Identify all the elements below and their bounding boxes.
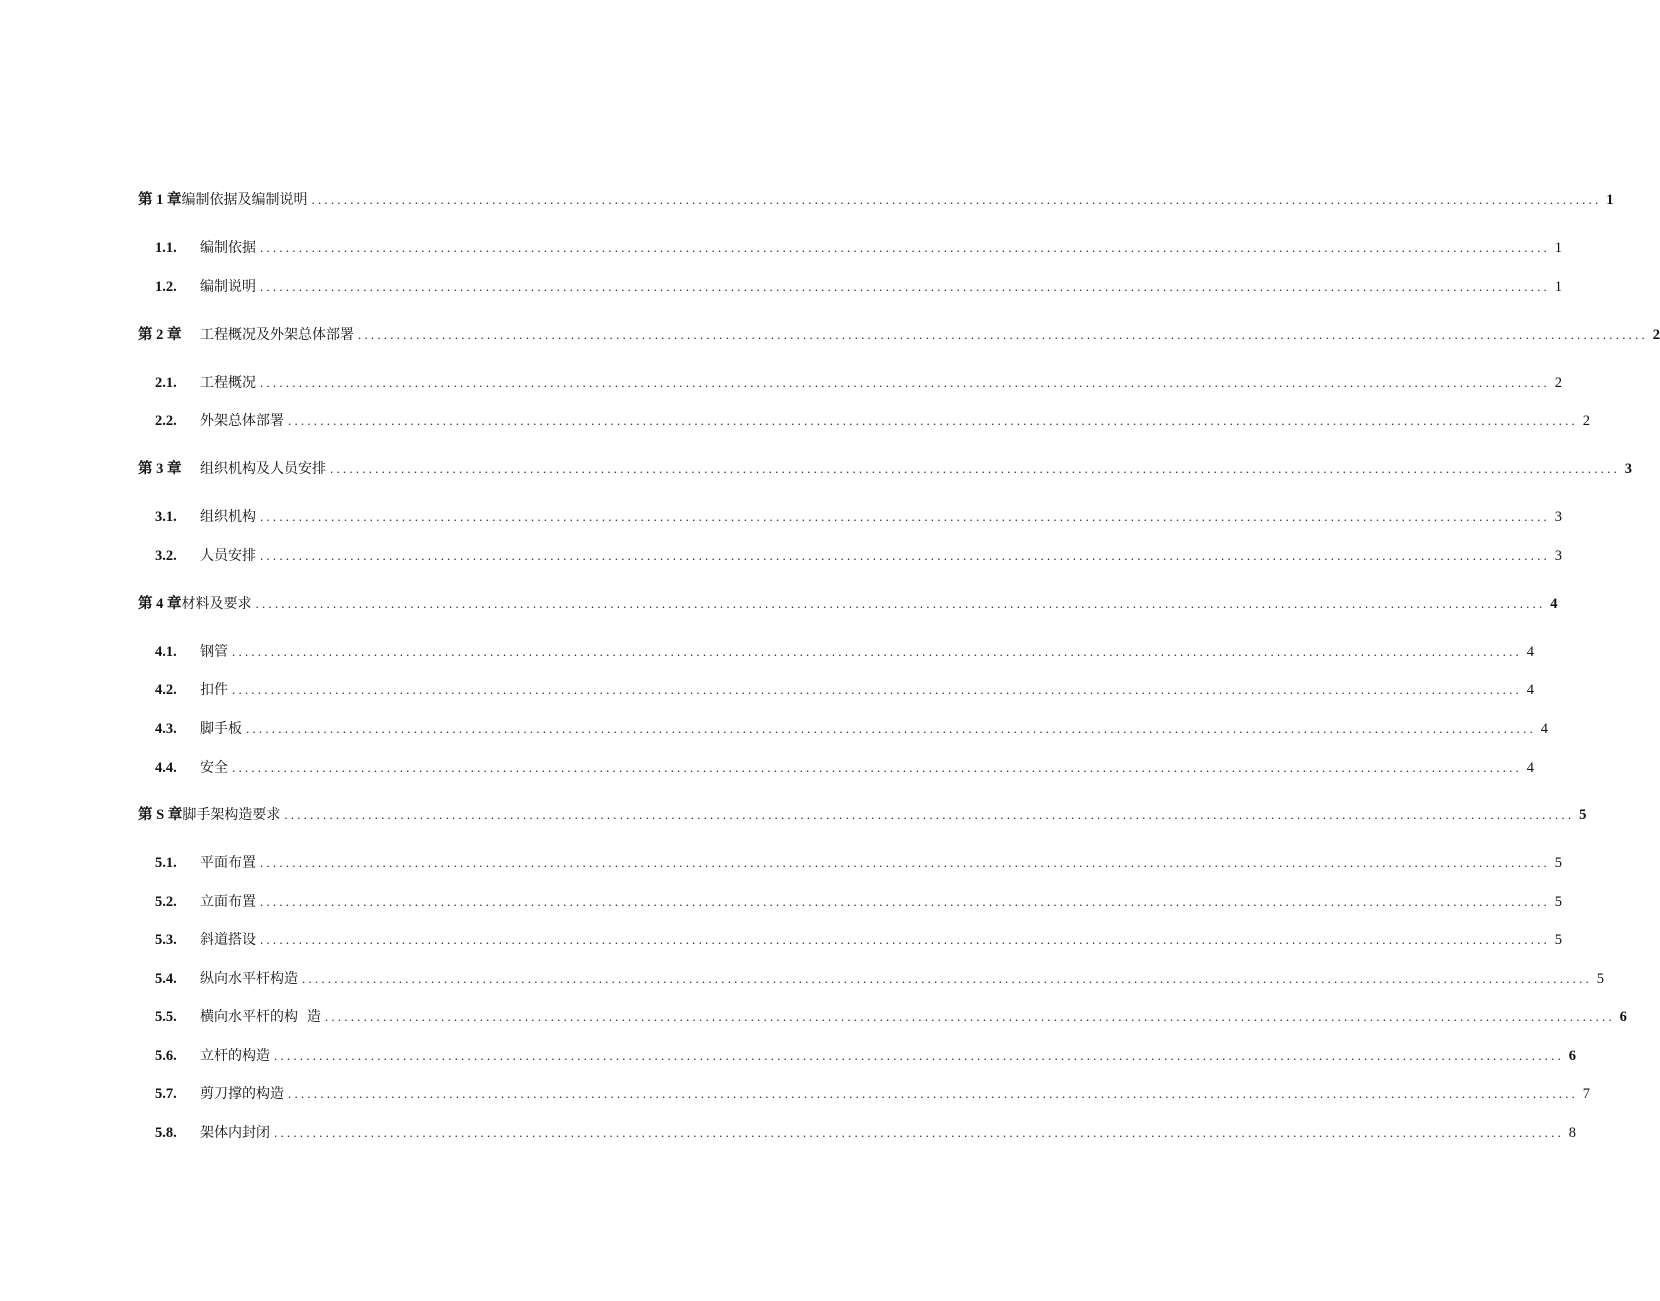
toc-chapter-entry[interactable] [138,457,1632,481]
toc-entry-number: 4.1. [155,644,177,660]
toc-entry-title: 编制说明 [200,279,256,295]
toc-section-entry[interactable] [138,717,1548,741]
toc-page-number: 3 [1554,548,1562,564]
toc-page-number: 4 [1526,682,1534,698]
toc-entry-number: 2.1. [155,375,177,391]
toc-section-entry[interactable] [138,371,1562,395]
toc-leader-dots: ........................................................................................................................................................................................................ [358,327,1648,342]
toc-entry-number: 5.4. [155,971,177,987]
toc-leader-dots: ........................................................................................................................................................................................................ [246,721,1536,736]
toc-page-number: 3 [1624,461,1632,477]
toc-page-number: 1 [1554,279,1562,295]
toc-leader-dots: ........................................................................................................................................................................................................ [232,644,1522,659]
toc-entry-title: 编制依据及编制说明 [181,192,308,208]
toc-entry-number: 第 4 章 [138,596,182,612]
toc-entry-number: 5.6. [155,1048,177,1064]
toc-page-number: 7 [1582,1086,1590,1102]
toc-leader-dots: ........................................................................................................................................................................................................ [260,932,1550,947]
toc-leader-dots: ........................................................................................................................................................................................................ [324,1009,1615,1024]
toc-entry-title: 材料及要求 [181,596,252,612]
toc-leader-dots: ........................................................................................................................................................................................................ [274,1048,1564,1063]
toc-leader-dots: ........................................................................................................................................................................................................ [260,548,1550,563]
toc-entry-number: 3.1. [155,509,177,525]
toc-entry-number: 5.7. [155,1086,177,1102]
toc-section-entry[interactable] [138,505,1562,529]
toc-entry-title: 横向水平杆的构 造 [200,1009,321,1025]
toc-entry-title: 扣件 [200,682,228,698]
toc-entry-title: 斜道搭设 [200,932,256,948]
toc-leader-dots: ........................................................................................................................................................................................................ [260,279,1550,294]
toc-chapter-entry[interactable] [138,592,1558,616]
toc-leader-dots: ........................................................................................................................................................................................................ [260,894,1550,909]
toc-entry-title: 编制依据 [200,240,256,256]
toc-section-entry[interactable] [138,756,1534,780]
toc-section-entry[interactable] [138,1082,1590,1106]
toc-page-number: 4 [1526,644,1534,660]
toc-entry-title: 脚手架构造要求 [182,807,281,823]
toc-entry-number: 5.8. [155,1125,177,1141]
toc-entry-title: 剪刀撑的构造 [200,1086,284,1102]
toc-entry-number: 4.2. [155,682,177,698]
toc-page-number: 4 [1550,596,1558,612]
toc-page-number: 1 [1554,240,1562,256]
toc-entry-title: 工程概况及外架总体部署 [200,327,354,343]
toc-entry-number: 第 3 章 [138,461,182,477]
toc-entry-title: 脚手板 [200,721,242,737]
toc-page-number: 5 [1554,932,1562,948]
toc-section-entry[interactable] [138,967,1604,991]
toc-page-number: 4 [1540,721,1548,737]
toc-section-entry[interactable] [138,409,1590,433]
toc-entry-number: 第 2 章 [138,327,182,343]
toc-entry-number: 第 S 章 [138,807,183,823]
toc-chapter-entry[interactable] [138,323,1660,347]
toc-page-number: 5 [1579,807,1587,823]
toc-section-entry[interactable] [138,678,1534,702]
toc-entry-title: 组织机构及人员安排 [200,461,326,477]
toc-leader-dots: ........................................................................................................................................................................................................ [260,240,1550,255]
toc-entry-title: 纵向水平杆构造 [200,971,298,987]
toc-leader-dots: ........................................................................................................................................................................................................ [274,1125,1564,1140]
toc-leader-dots: ........................................................................................................................................................................................................ [288,1086,1578,1101]
toc-section-entry[interactable] [138,1044,1576,1068]
toc-section-entry[interactable] [138,890,1562,914]
toc-section-entry[interactable] [138,928,1562,952]
toc-page-number: 5 [1554,894,1562,910]
toc-entry-number: 5.3. [155,932,177,948]
toc-entry-number: 4.3. [155,721,177,737]
toc-entry-title: 外架总体部署 [200,413,284,429]
toc-section-entry[interactable] [138,236,1562,260]
toc-page-number: 6 [1568,1048,1576,1064]
toc-section-entry[interactable] [138,1005,1627,1029]
toc-entry-title: 架体内封闭 [200,1125,270,1141]
toc-leader-dots: ........................................................................................................................................................................................................ [330,461,1620,476]
toc-chapter-entry[interactable] [138,803,1587,827]
toc-leader-dots: ........................................................................................................................................................................................................ [232,682,1522,697]
toc-entry-number: 5.2. [155,894,177,910]
toc-leader-dots: ........................................................................................................................................................................................................ [311,192,1602,207]
toc-page-number: 2 [1652,327,1660,343]
toc-leader-dots: ........................................................................................................................................................................................................ [260,855,1550,870]
toc-entry-number: 3.2. [155,548,177,564]
toc-page-number: 2 [1554,375,1562,391]
toc-leader-dots: ........................................................................................................................................................................................................ [255,596,1546,611]
toc-chapter-entry[interactable] [138,188,1614,212]
toc-leader-dots: ........................................................................................................................................................................................................ [302,971,1592,986]
toc-section-entry[interactable] [138,640,1534,664]
toc-page-number: 5 [1596,971,1604,987]
toc-entry-number: 5.1. [155,855,177,871]
toc-leader-dots: ........................................................................................................................................................................................................ [288,413,1578,428]
toc-section-entry[interactable] [138,1121,1576,1145]
toc-leader-dots: ........................................................................................................................................................................................................ [260,375,1550,390]
toc-page-number: 5 [1554,855,1562,871]
toc-entry-title: 钢管 [200,644,228,660]
toc-entry-title: 工程概况 [200,375,256,391]
toc-leader-dots: ........................................................................................................................................................................................................ [284,807,1575,822]
toc-page-number: 4 [1526,760,1534,776]
toc-entry-title: 安全 [200,760,228,776]
toc-entry-number: 第 1 章 [138,192,182,208]
toc-entry-number: 1.2. [155,279,177,295]
toc-section-entry[interactable] [138,851,1562,875]
toc-entry-title: 立杆的构造 [200,1048,270,1064]
toc-entry-title: 组织机构 [200,509,256,525]
toc-page-number: 3 [1554,509,1562,525]
toc-leader-dots: ........................................................................................................................................................................................................ [232,760,1522,775]
toc-entry-number: 5.5. [155,1009,177,1025]
toc-leader-dots: ........................................................................................................................................................................................................ [260,509,1550,524]
toc-page-number: 1 [1606,192,1614,208]
toc-section-entry[interactable] [138,275,1562,299]
toc-page-number: 6 [1619,1009,1627,1025]
toc-entry-number: 2.2. [155,413,177,429]
toc-entry-title: 人员安排 [200,548,256,564]
toc-page-number: 2 [1582,413,1590,429]
toc-entry-title: 立面布置 [200,894,256,910]
toc-entry-number: 4.4. [155,760,177,776]
toc-entry-number: 1.1. [155,240,177,256]
toc-entry-title: 平面布置 [200,855,256,871]
toc-page-number: 8 [1568,1125,1576,1141]
toc-section-entry[interactable] [138,544,1562,568]
